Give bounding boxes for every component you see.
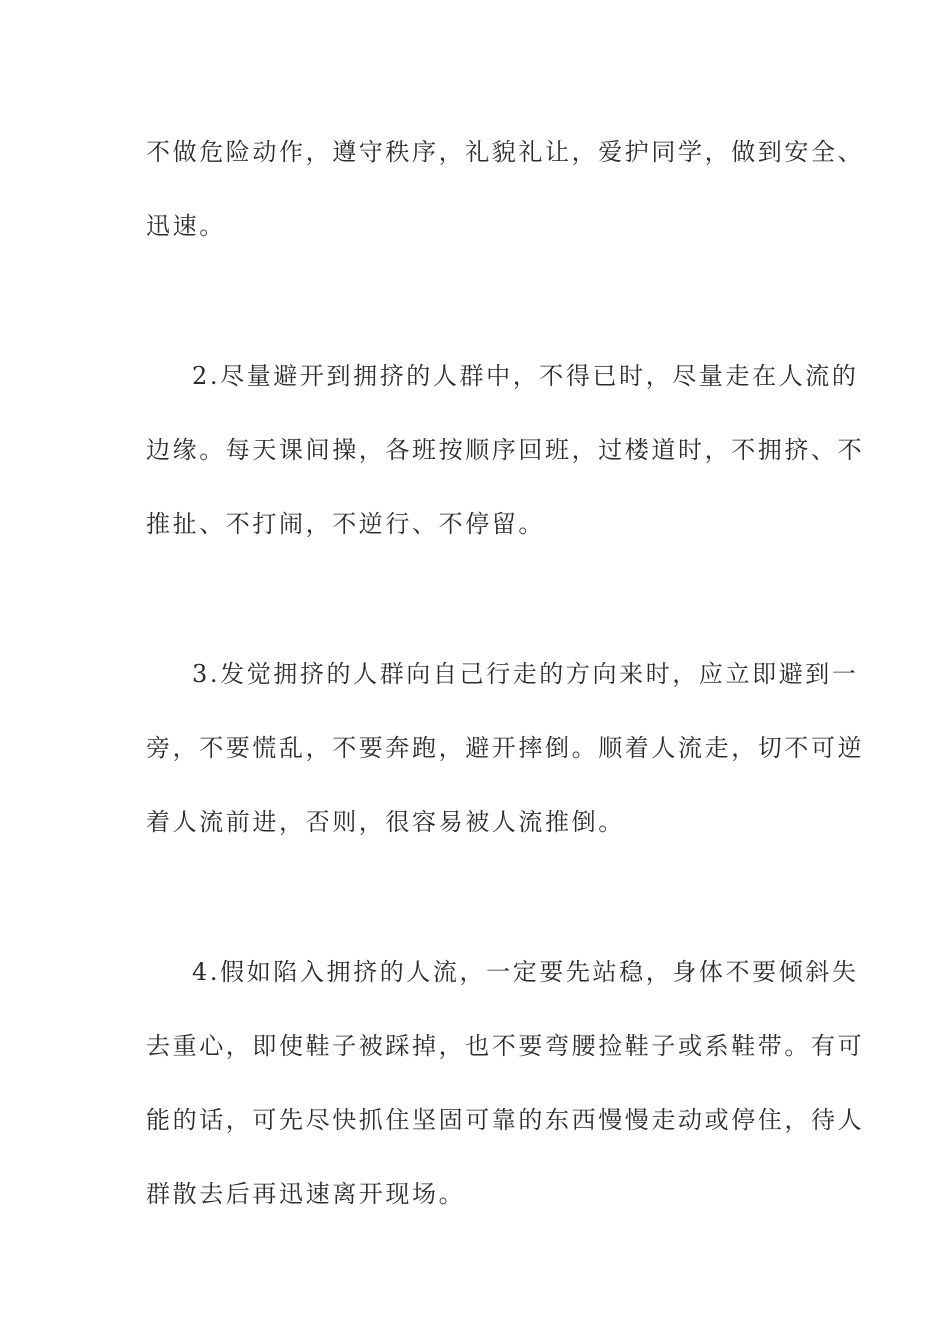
paragraph-3-line-2: 旁，不要慌乱，不要奔跑，避开摔倒。顺着人流走，切不可逆 xyxy=(146,734,865,762)
paragraph-4-line-3: 能的话，可先尽快抓住坚固可靠的东西慢慢走动或停住，待人 xyxy=(146,1106,865,1134)
paragraph-4-line-4: 群散去后再迅速离开现场。 xyxy=(146,1180,466,1208)
paragraph-3-line-3: 着人流前进，否则，很容易被人流推倒。 xyxy=(146,808,625,836)
paragraph-4-line-1: 4.假如陷入拥挤的人流，一定要先站稳，身体不要倾斜失 xyxy=(192,958,859,986)
paragraph-1-line-1: 不做危险动作，遵守秩序，礼貌礼让，爱护同学，做到安全、 xyxy=(146,138,865,166)
paragraph-2-line-2: 边缘。每天课间操，各班按顺序回班，过楼道时，不拥挤、不 xyxy=(146,436,865,464)
paragraph-2-line-3: 推扯、不打闹，不逆行、不停留。 xyxy=(146,510,545,538)
paragraph-2-line-1: 2.尽量避开到拥挤的人群中，不得已时，尽量走在人流的 xyxy=(192,362,859,390)
paragraph-4-line-2: 去重心，即使鞋子被踩掉，也不要弯腰捡鞋子或系鞋带。有可 xyxy=(146,1032,865,1060)
paragraph-3-line-1: 3.发觉拥挤的人群向自己行走的方向来时，应立即避到一 xyxy=(192,660,859,688)
paragraph-1-line-2: 迅速。 xyxy=(146,212,226,240)
